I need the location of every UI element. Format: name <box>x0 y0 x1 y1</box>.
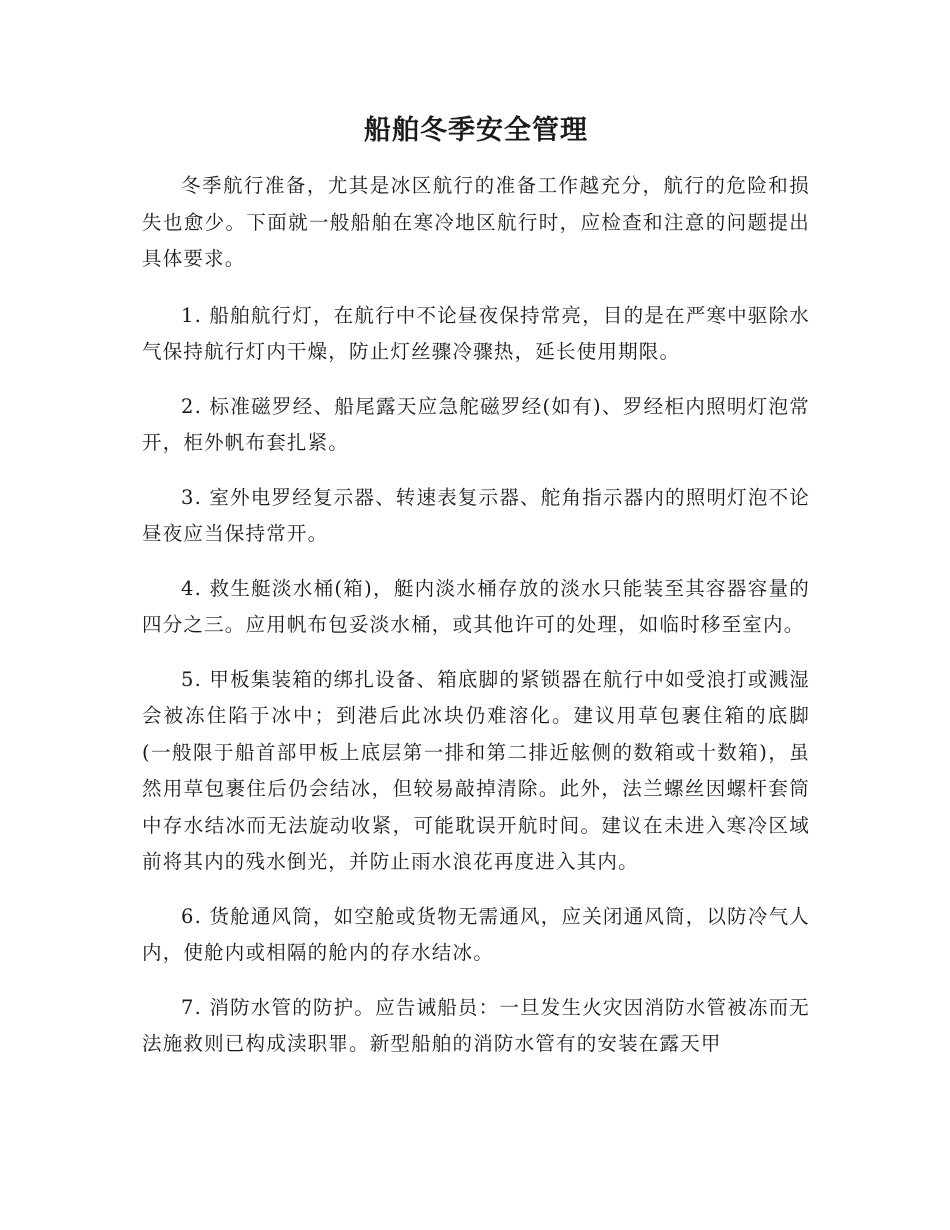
item-paragraph-4: 4. 救生艇淡水桶(箱)，艇内淡水桶存放的淡水只能装至其容器容量的四分之三。应用帆布包妥淡水桶，或其他许可的处理，如临时移至室内。 <box>142 576 810 636</box>
document-title: 船舶冬季安全管理 <box>364 115 588 146</box>
intro-paragraph: 冬季航行准备，尤其是冰区航行的准备工作越充分，航行的危险和损失也愈少。下面就一般船舶在寒冷地区航行时，应检查和注意的问题提出具体要求。 <box>142 174 810 270</box>
item-paragraph-1: 1. 船舶航行灯，在航行中不论昼夜保持常亮，目的是在严寒中驱除水气保持航行灯内干燥，防止灯丝骤冷骤热，延长使用期限。 <box>142 303 810 363</box>
item-paragraph-6: 6. 货舱通风筒，如空舱或货物无需通风，应关闭通风筒，以防冷气人内，使舱内或相隔的舱内的存水结冰。 <box>142 904 810 964</box>
document-page <box>142 108 810 1081</box>
item-paragraph-7: 7. 消防水管的防护。应告诫船员：一旦发生火灾因消防水管被冻而无法施救则已构成渎职罪。新型船舶的消防水管有的安装在露天甲 <box>142 995 810 1055</box>
item-paragraph-5: 5. 甲板集装箱的绑扎设备、箱底脚的紧锁器在航行中如受浪打或溅湿会被冻住陷于冰中；到港后此冰块仍难溶化。建议用草包裹住箱的底脚(一般限于船首部甲板上底层第一排和第二排近舷侧的数箱或十数箱)，虽然用草包裹住后仍会结冰，但较易敲掉清除。此外，法兰螺丝因螺杆套筒中存水结冰而无法旋动收紧，可能耽误开航时间。建议在未进入寒冷区域前将其内的残水倒光，并防止雨水浪花再度进入其内。 <box>142 667 810 873</box>
item-paragraph-2: 2. 标准磁罗经、船尾露天应急舵磁罗经(如有)、罗经柜内照明灯泡常开，柜外帆布套扎紧。 <box>142 394 810 454</box>
item-paragraph-3: 3. 室外电罗经复示器、转速表复示器、舵角指示器内的照明灯泡不论昼夜应当保持常开。 <box>142 485 810 545</box>
